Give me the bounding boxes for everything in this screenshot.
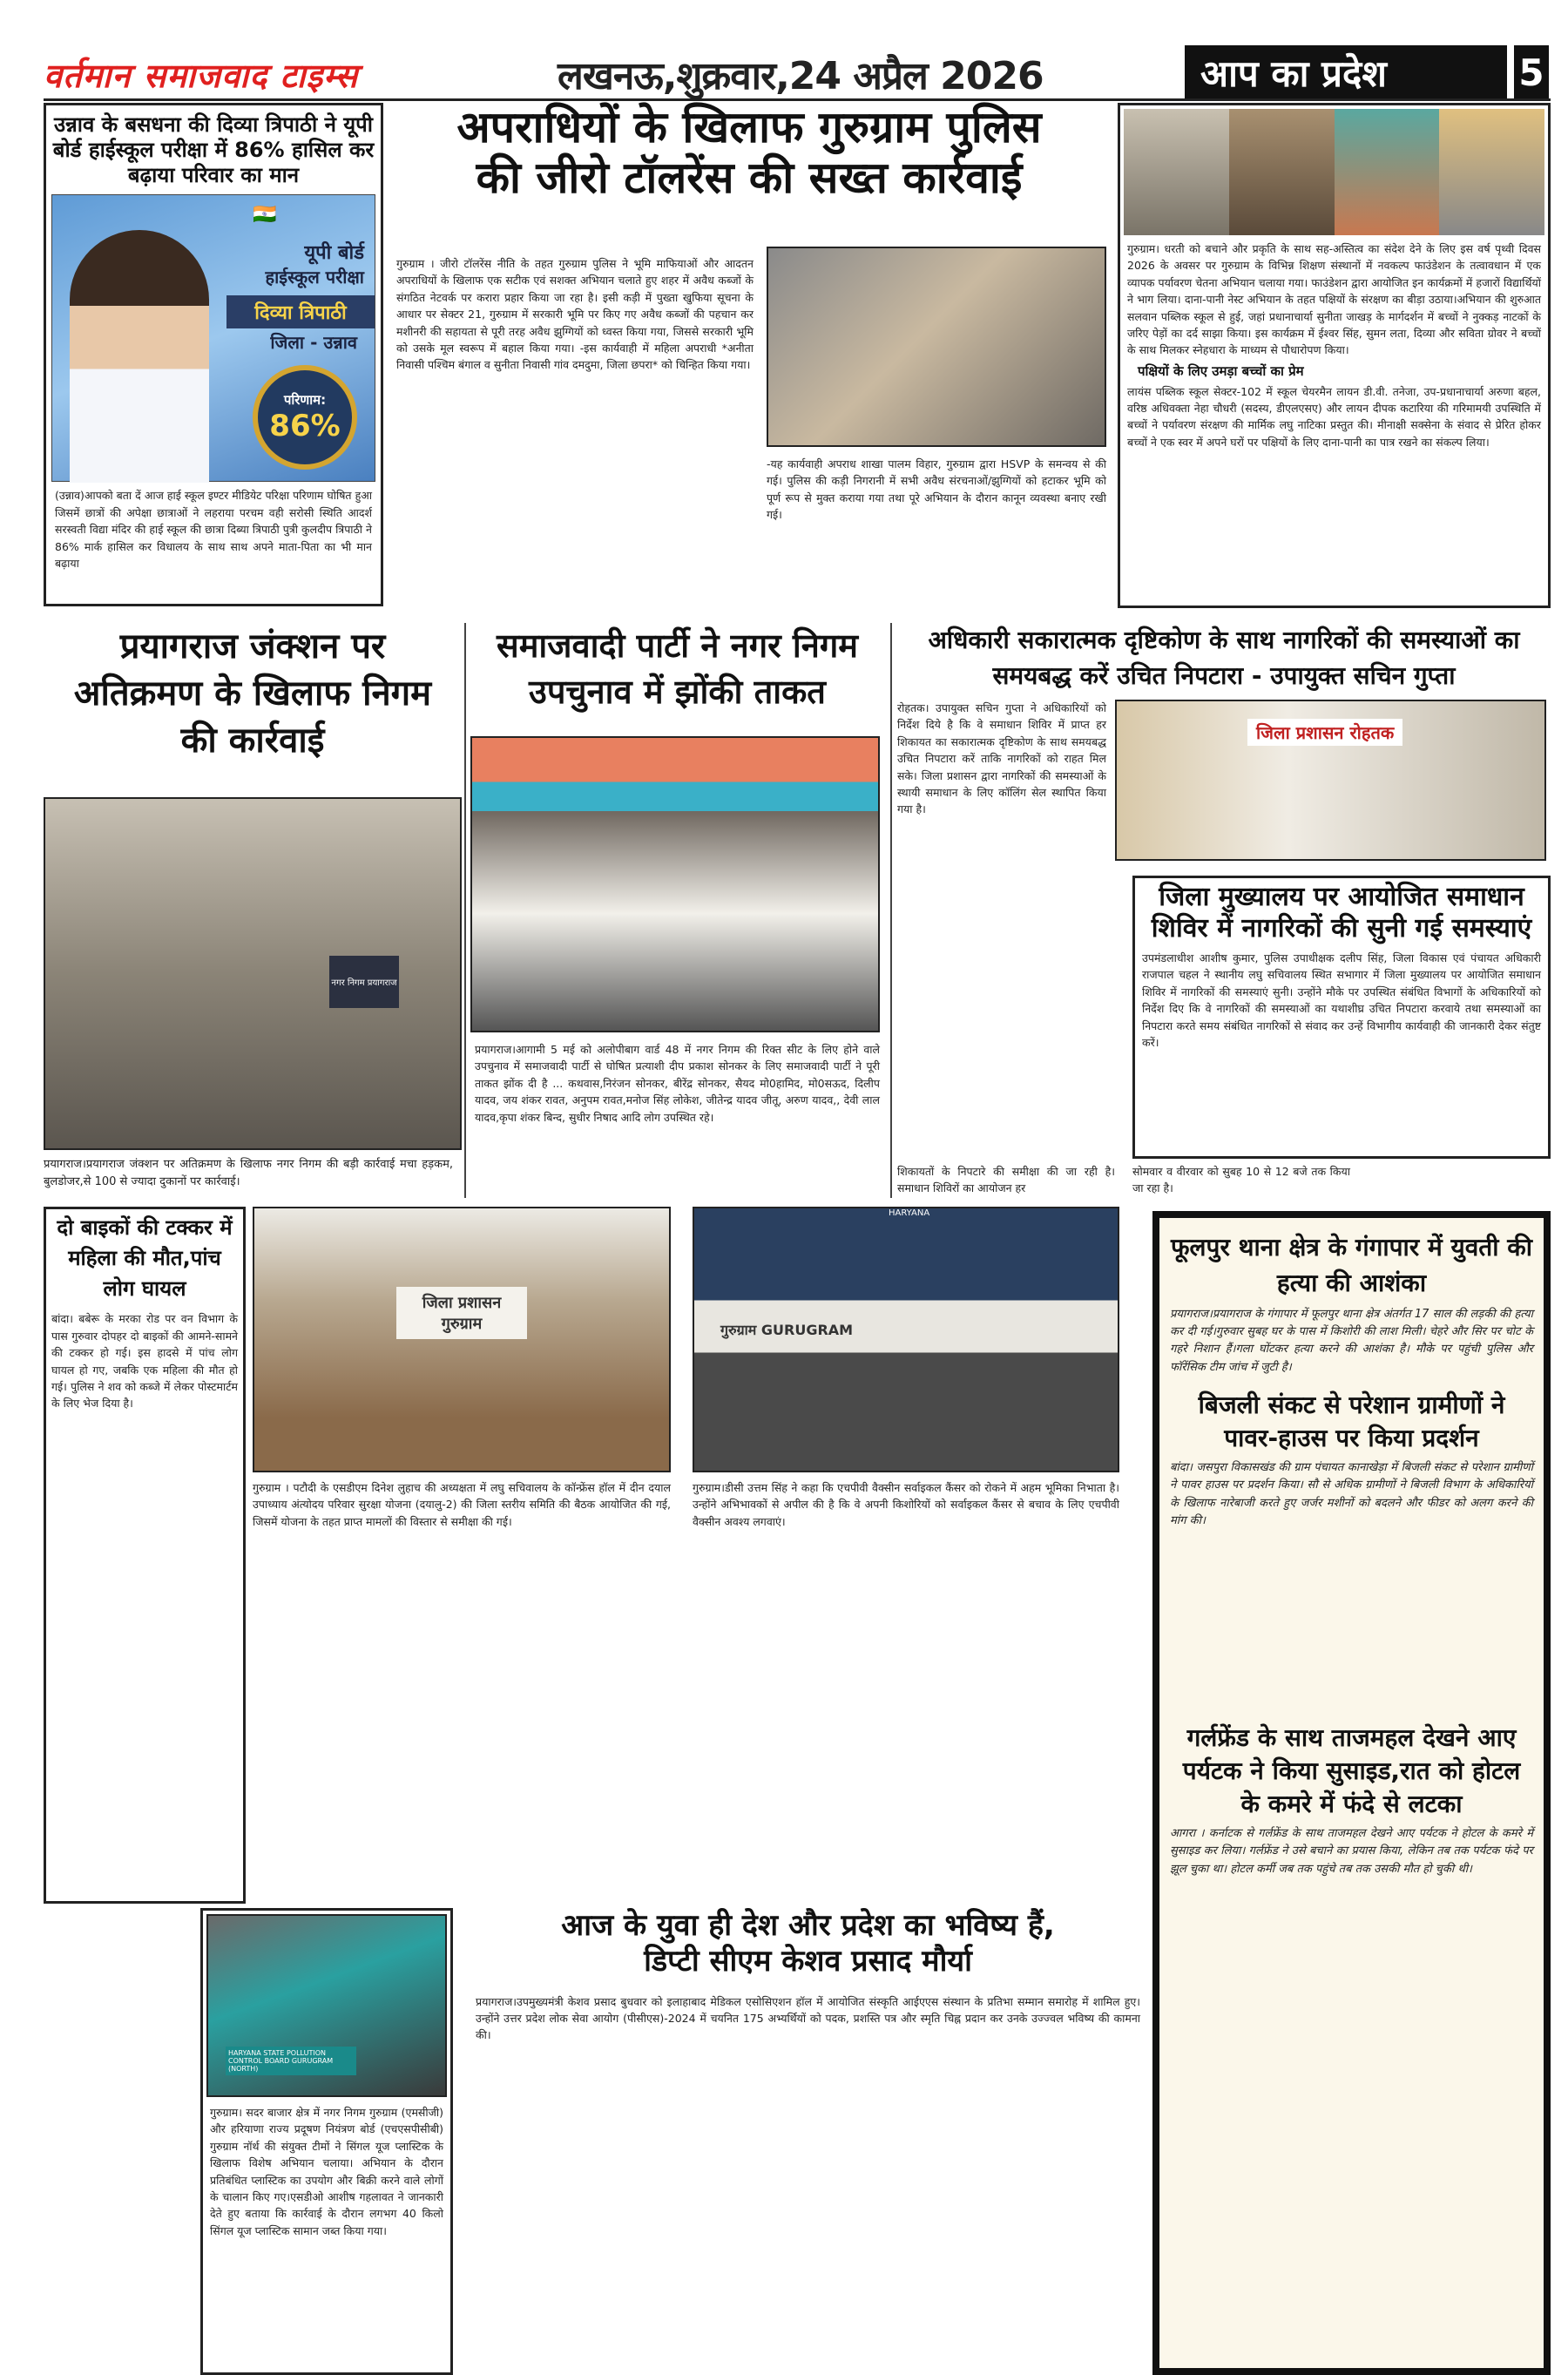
student-poster	[51, 194, 375, 482]
article-body: गुरुग्राम। सदर बाजार क्षेत्र में नगर निगम गुरुग्राम (एमसीजी) और हरियाणा राज्य प्रदूषण नियंत्रण बोर्ड (एचएसपीसीबी) गुरुग्राम नॉर्थ की संयुक्त टीमों ने सिंगल यूज प्लास्टिक के खिलाफ विशेष अभियान चलाया। अभियान के दौरान प्रतिबंधित प्लास्टिक का उपयोग और बिक्री करने वाले लोगों के चालान किए गए।एसडीओ आशीष गहलावत ने जानकारी देते हुए बताया कि कार्रवाई के दौरान लगभग 40 किलो सिंगल यूज प्लास्टिक सामान जब्त किया गया।	[210, 2106, 443, 2237]
poster-title-1: यूपी बोर्ड	[304, 242, 364, 265]
photo-2	[1229, 109, 1335, 235]
article-body: प्रयागराज।उपमुख्यमंत्री केशव प्रसाद बुधवार को इलाहाबाद मेडिकल एसोसिएशन हॉल में आयोजित संस्कृति आईएएस संस्थान के प्रतिभा सम्मान समारोह में शामिल हुए। उन्होंने उत्तर प्रदेश लोक सेवा आयोग (पीसीएस)-2024 में चयनित 175 अभ्यर्थियों को पदक, प्रशस्ति पत्र और स्मृति चिह्न प्रदान कर उनके उज्ज्वल भविष्य की कामना की।	[476, 1994, 1140, 2042]
headline: जिला मुख्यालय पर आयोजित समाधान शिविर में नागरिकों की सुनी गई समस्याएं	[1151, 882, 1532, 944]
headline-line-2: डिप्टी सीएम केशव प्रसाद मौर्या	[644, 1943, 972, 1979]
bulldozer-photo	[44, 797, 462, 1150]
demolition-photo	[767, 247, 1106, 447]
headline-line-2: की जीरो टॉलरेंस की सख्त कार्रवाई	[476, 152, 1023, 203]
plastic-drive-photo	[206, 1914, 447, 2097]
jacket-text: नगर निगम प्रयागराज	[329, 956, 399, 1008]
result-badge	[253, 365, 357, 470]
dateline: लखनऊ,शुक्रवार,24 अप्रैल 2026	[558, 54, 1044, 98]
photo-banner: जिला प्रशासन रोहतक	[1247, 719, 1402, 746]
article-unnao	[44, 103, 383, 606]
event-photo	[470, 736, 880, 1032]
taj-headline: गर्लफ्रेंड के साथ ताजमहल देखने आए पर्यटक ने किया सुसाइड,रात को होटल के कमरे में फंदे से लटका	[1182, 1722, 1521, 1818]
headline: उन्नाव के बसधना की दिव्या त्रिपाठी ने यूपी बोर्ड हाईस्कूल परीक्षा में 86% हासिल कर बढ़ाया परिवार का मान	[52, 112, 375, 187]
photo-banner-top: HARYANA	[889, 1208, 930, 1218]
article-body: गुरुग्राम।डीसी उत्तम सिंह ने कहा कि एचपीवी वैक्सीन सर्वाइकल कैंसर को रोकने में अहम भूमिका निभाता है। उन्होंने अभिभावकों से अपील की है कि वे अपनी किशोरियों को सर्वाइकल कैंसर से बचाव के लिए एचपीवी वैक्सीन अवश्य लगवाएं।	[693, 1481, 1119, 1528]
photo-4	[1439, 109, 1544, 235]
photo-1	[1124, 109, 1229, 235]
page-number: 5	[1514, 45, 1549, 99]
article-body-2: -यह कार्यवाही अपराध शाखा पालम विहार, गुरुग्राम द्वारा HSVP के समन्वय से की गई। पुलिस की कड़ी निगरानी में सभी अवैध संरचनाओं/झुग्गियों को हटाकर भूमि को पूर्ण रूप से मुक्त कराया गया तथा पूरे अभियान के दौरान कानून व्यवस्था बनाए रखी गई।	[767, 457, 1106, 522]
badge-value: 86%	[269, 409, 341, 444]
photo-banner: जिला प्रशासन गुरुग्राम	[396, 1287, 527, 1339]
section-title: आप का प्रदेश	[1185, 45, 1507, 99]
column-divider	[890, 623, 892, 1198]
taj-body: आगरा । कर्नाटक से गर्लफ्रेंड के साथ ताजमहल देखने आए पर्यटक ने होटल के कमरे में सुसाइड कर लिया। गर्लफ्रेंड ने उसे बचाने का प्रयास किया, लेकिन तब तक पर्यटक फंदे पर झूल चुका था। होटल कर्मी जब तक पहुंचे तब तक उसकी मौत हो चुकी थी।	[1170, 1827, 1533, 1876]
article-district-hq	[1132, 876, 1551, 1159]
newspaper-name: वर्तमान समाजवाद टाइम्स	[44, 57, 359, 95]
headline: समाजवादी पार्टी ने नगर निगम उपचुनाव में झोंकी ताकत	[497, 626, 858, 712]
flag-icon: 🇮🇳	[253, 204, 277, 227]
poster-title-2: हाईस्कूल परीक्षा	[265, 267, 364, 288]
article-plastic-drive	[200, 1908, 453, 2375]
photo-strip	[1124, 109, 1544, 235]
poster-district: जिला - उन्नाव	[270, 332, 357, 354]
dm-meeting-photo	[253, 1207, 671, 1472]
sidebar-news-box	[1152, 1211, 1551, 2375]
article-body: प्रयागराज।आगामी 5 मई को अलोपीबाग वार्ड 48 में नगर निगम की रिक्त सीट के लिए होने वाले उपचुनाव में समाजवादी पार्टी से घोषित प्रत्याशी दीप प्रकाश सोनकर के लिए समाजवादी पार्टी ने पूरी ताकत झोंक दी है ... कथवास,निरंजन सोनकर, बीरेंद्र सोनकर, सैयद मो0हामिद, मो0सऊद, दिलीप यादव, जय शंकर रावत, अनुपम रावत,मनोज सिंह लोकेश, जीतेन्द्र यादव जीतू, अरुण यादव,, देवी लाल यादव,कृपा शंकर बिन्द, सुधीर निषाद आदि लोग उपस्थित रहे।	[475, 1043, 880, 1124]
article-earth-day	[1118, 103, 1551, 608]
photo-caption: प्रयागराज।प्रयागराज जंक्शन पर अतिक्रमण के खिलाफ नगर निगम की बड़ी कार्रवाई मचा हड़कम, बुलडोजर,से 100 से ज्यादा दुकानों पर कार्रवाई।	[44, 1158, 453, 1189]
vaccine-meeting-photo	[693, 1207, 1119, 1472]
poster-name: दिव्या त्रिपाठी	[226, 295, 375, 328]
subheading: पक्षियों के लिए उमड़ा बच्चों का प्रेम	[1138, 362, 1304, 379]
photo-banner: गुरुग्राम GURUGRAM	[720, 1322, 854, 1338]
poster-text: HARYANA STATE POLLUTION CONTROL BOARD GURUGRAM (NORTH)	[226, 2047, 356, 2075]
masthead-rule	[44, 98, 1551, 101]
power-protest-body: बांदा। जसपुरा विकासखंड की ग्राम पंचायत कानाखेड़ा में बिजली संकट से परेशान ग्रामीणों ने पावर हाउस पर प्रदर्शन किया। सौ से अधिक ग्रामीणों ने बिजली विभाग के अधिकारियों के खिलाफ नारेबाजी करते हुए जर्जर मशीनों को बदलने और फीडर को अलग करने की मांग की।	[1170, 1461, 1533, 1527]
student-photo	[70, 230, 209, 483]
article-gurugram-police	[388, 103, 1111, 608]
article-body: (उन्नाव)आपको बता दें आज हाई स्कूल इण्टर मीडियेट परिक्षा परिणाम घोषित हुआ जिसमें छात्रों की अपेक्षा छात्राओं ने लहराया परचम वही सरोसी स्थिति आदर्श सरस्वती विद्या मंदिर की हाई स्कूल की छात्रा दिब्या त्रिपाठी पुत्री कुलदीप त्रिपाठी ने 86% मार्क हासिल कर विधालय के साथ साथ अपने माता-पिता का भी मान बढ़ाया	[55, 489, 372, 570]
rohtak-tail-1: शिकायतों के निपटारे की समीक्षा की जा रही है। समाधान शिविरों का आयोजन हर	[897, 1165, 1115, 1195]
badge-label: परिणाम:	[283, 392, 327, 409]
column-divider	[464, 623, 466, 1198]
article-body-2: लायंस पब्लिक स्कूल सेक्टर-102 में स्कूल चेयरमैन लायन डी.वी. तनेजा, उप-प्रधानाचार्या अरुणा बहल, वरिष्ठ अधिवक्ता नेहा चौधरी (सदस्य, डीएलएसए) और लायन दीपक कटारिया की गरिमामयी उपस्थिति में बच्चों ने पर्यावरण संरक्षण की मार्मिक लघु नाटिका प्रस्तुत की। मीनाक्षी सक्सेना के संवाद से प्रेरित होकर बच्चों ने एक स्वर में अपने घरों पर पक्षियों के लिए दाना-पानी का पात्र रखने का संकल्प लिया।	[1127, 384, 1541, 449]
article-body-1: गुरुग्राम । जीरो टॉलरेंस नीति के तहत गुरुग्राम पुलिस ने भूमि माफियाओं और आदतन अपराधियों के खिलाफ एक सटीक एवं सशक्त अभियान चलाते हुए शहर में अवैध कब्जों के संगठित नेटवर्क पर करारा प्रहार किया जा रहा है। इसी कड़ी में पुख्ता खुफिया सूचना के आधार पर सेक्टर 21, गुरुग्राम में सरकारी भूमि पर किए गए अवैध कब्जों की पहचान कर मशीनरी की सहायता से पूरी तरह अवैध झुग्गियों को ध्वस्त किया गया, जिससे सरकारी भूमि को उसके मूल स्वरूप में बहाल किया गया। -इस कार्यवाही में महिला अपराधी *अनीता निवासी पश्चिम बंगाल व सुनीता निवासी गांव दमदुमा, जिला छपरा* को चिन्हित किया गया।	[396, 257, 754, 372]
article-body: गुरुग्राम । पटौदी के एसडीएम दिनेश लुहाच की अध्यक्षता में लघु सचिवालय के कॉन्फ्रेंस हॉल में दीन दयाल उपाध्याय अंत्योदय परिवार सुरक्षा योजना (दयालु-2) की जिला स्तरीय समिति की बैठक आयोजित की गई, जिसमें योजना के तहत प्राप्त मामलों की विस्तार से समीक्षा की गई।	[253, 1481, 671, 1528]
meeting-photo	[1115, 700, 1546, 861]
article-samajwadi	[470, 623, 884, 1202]
article-body: रोहतक। उपायुक्त सचिन गुप्ता ने अधिकारियों को निर्देश दिये है कि वे समाधान शिविर में प्राप्त हर शिकायत का सकारात्मक दृष्टिकोण के साथ समयबद्ध उचित निपटारा करें ताकि नागरिकों को राहत मिल सके। जिला प्रशासन द्वारा नागरिकों की समस्याओं के स्थायी समाधान के लिए कॉलिंग सेल स्थापित किया गया है।	[897, 701, 1106, 816]
headline: प्रयागराज जंक्शन पर अतिक्रमण के खिलाफ निगम की कार्रवाई	[73, 626, 432, 761]
article-prayagraj-junction	[44, 623, 462, 1202]
article-gurugram-vaccine	[693, 1207, 1128, 1904]
phulpur-body: प्रयागराज।प्रयागराज के गंगापार में फूलपुर थाना क्षेत्र अंतर्गत 17 साल की लड़की की हत्या कर दी गई।गुरुवार सुबह घर के पास में किशोरी की लाश मिली। चेहरे और सिर पर चोट के गहरे निशान हैं।गला घोंटकर हत्या करने की आशंका है। मौके पर पहुंची पुलिस और फॉरेंसिक टीम जांच में जुटी है।	[1170, 1308, 1533, 1374]
phulpur-headline: फूलपुर थाना क्षेत्र के गंगापार में युवती की हत्या की आशंका	[1170, 1233, 1533, 1297]
article-gurugram-dm	[253, 1207, 688, 1904]
article-rohtak	[897, 623, 1551, 863]
article-body: बांदा। बबेरू के मरका रोड पर वन विभाग के पास गुरुवार दोपहर दो बाइकों की आमने-सामने की टक्कर हो गई। इस हादसे में पांच लोग घायल हो गए, जबकि एक महिला की मौत हो गई। पुलिस ने शव को कब्जे में लेकर पोस्टमार्टम के लिए भेज दिया है।	[51, 1312, 238, 1411]
headline-line-1: अपराधियों के खिलाफ गुरुग्राम पुलिस	[456, 102, 1042, 152]
article-body: उपमंडलाधीश आशीष कुमार, पुलिस उपाधीक्षक दलीप सिंह, जिला विकास एवं पंचायत अधिकारी राजपाल चहल ने स्थानीय लघु सचिवालय स्थित सभागार में जिला मुख्यालय पर आयोजित समाधान शिविर में नागरिकों की समस्याएं सुनी। उन्होंने मौके पर उपस्थित संबंधित विभागों के अधिकारियों को निर्देश दिए कि वे नागरिकों की समस्याओं का यथाशीघ्र उचित निपटारा करवाये तथा समस्याओं का निपटारा करते समय संबंधित नागरिकों से संवाद कर उन्हें विभागीय कार्यवाही की जानकारी देकर संतुष्ट करें।	[1142, 951, 1541, 1049]
article-bike-collision	[44, 1207, 246, 1904]
headline: अधिकारी सकारात्मक दृष्टिकोण के साथ नागरिकों की समस्याओं का समयबद्ध करें उचित निपटारा - उपायुक्त सचिन गुप्ता	[928, 626, 1520, 690]
headline-line-1: आज के युवा ही देश और प्रदेश का भविष्य हैं,	[561, 1908, 1055, 1943]
power-protest-headline: बिजली संकट से परेशान ग्रामीणों ने पावर-हाउस पर किया प्रदर्शन	[1198, 1390, 1505, 1452]
article-body: गुरुग्राम। धरती को बचाने और प्रकृति के साथ सह-अस्तित्व का संदेश देने के लिए इस वर्ष पृथ्वी दिवस 2026 के अवसर पर गुरुग्राम के विभिन्न शिक्षण संस्थानों में नवकल्प फाउंडेशन के तत्वावधान में एक व्यापक पर्यावरण चेतना अभियान चलाया गया। फाउंडेशन द्वारा आयोजित इन कार्यक्रमों में हजारों विद्यार्थियों ने भाग लिया। दाना-पानी नेस्ट अभियान के तहत पक्षियों के संरक्षण का बीड़ा उठाया।अभियान की शुरुआत सलवान पब्लिक स्कूल से हुई, जहां प्रधानाचार्या सुनीता जाखड़ के मार्गदर्शन में बच्चों ने नुक्कड़ नाटकों के जरिए पेड़ों का दर्द साझा किया। इस कार्यक्रम में ईश्वर सिंह, सुमन लता, दिव्या और सविता ग्रोवर ने बच्चों के साथ मिलकर स्नेहधारा के माध्यम से पौधारोपण किया।	[1127, 242, 1541, 357]
rohtak-tail-2: सोमवार व वीरवार को सुबह 10 से 12 बजे तक किया जा रहा है।	[1132, 1165, 1350, 1195]
article-deputy-cm	[470, 1908, 1146, 2375]
headline: दो बाइकों की टक्कर में महिला की मौत,पांच लोग घायल	[57, 1215, 233, 1301]
photo-3	[1335, 109, 1440, 235]
